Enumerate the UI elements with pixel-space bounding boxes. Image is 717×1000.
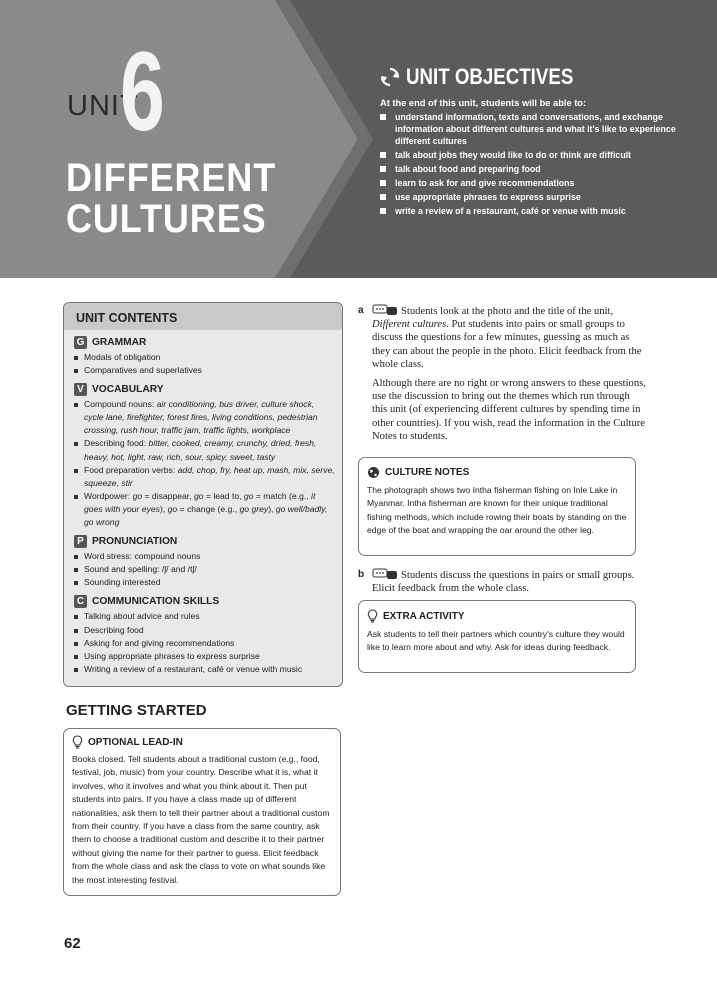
culture-notes-box [358,457,636,556]
page-number: 62 [64,935,81,952]
unit-number: 6 [120,29,165,154]
wp-text: = disappear, [142,490,194,501]
activity-a-italic: Different cultures [372,319,447,331]
communication-item: Asking for and giving recommendations [74,637,336,650]
vocabulary-badge: V [74,383,87,396]
pronunciation-item: Word stress: compound nouns [74,550,336,563]
grammar-list [64,351,342,377]
optional-leadin-box [63,728,341,896]
unit-banner [0,0,717,278]
grammar-title: GRAMMAR [92,337,147,348]
objective-item: talk about jobs they would like to do or think are difficult [380,149,680,161]
vocab-words: air conditioning, bus driver, culture shock, cycle lane, firefighter, forest fires, living conditions, pedestrian crossing, rush hour, traffic jam, traffic lights, workplace [84,399,318,436]
unit-objectives [380,64,680,219]
activity-a-para2: Although there are no right or wrong answers to these questions, use the discussion to bring out the themes which run through this unit (of experiencing different cultures by spending time in other countries). If you wish, read the information in the Culture Notes to students. [372,378,646,442]
activity-a-text1: Students look at the photo and the title of the unit, [401,306,614,317]
communication-item: Using appropriate phrases to express surprise [74,650,336,663]
wp-text: ), [268,503,276,514]
communication-list [64,610,342,675]
unit-title-line2: CULTURES [66,197,267,241]
activity-a-para1 [372,304,646,371]
extra-activity-heading [367,609,627,623]
communication-heading [74,595,342,608]
unit-title [66,158,276,240]
activity-a [358,304,646,449]
pronunciation-heading [74,535,342,548]
vocab-label: Compound nouns: [84,399,157,410]
wp-go: go [243,490,254,501]
objective-item: learn to ask for and give recommendations [380,177,680,189]
objectives-title: UNIT OBJECTIVES [406,64,574,89]
wp-text: = lead to, [203,490,244,501]
wp-go: go [132,490,143,501]
pronunciation-item: Sounding interested [74,576,336,589]
speaking-icon [372,568,398,580]
vocabulary-item [74,398,336,437]
extra-activity-text: Ask students to tell their partners which country's culture they would like to learn more about and why. Ask for ideas during feedback. [367,629,625,653]
objective-item: write a review of a restaurant, café or venue with music [380,205,680,217]
vocabulary-heading [74,383,342,396]
pronunciation-badge: P [74,535,87,548]
wp-example: go grey [239,503,269,514]
activity-b-label: b [358,569,365,580]
unit-label: UNIT [67,90,139,122]
extra-activity-box [358,600,636,673]
vocabulary-item [74,464,336,490]
wp-go: go [193,490,204,501]
activity-a-body [372,304,646,443]
speaking-icon [372,304,398,316]
vocab-label: Food preparation verbs: [84,464,178,475]
communication-item: Writing a review of a restaurant, café or venue with music [74,663,336,676]
lightbulb-icon [72,735,83,749]
cycle-arrows-icon [380,67,400,87]
unit-contents-title: UNIT CONTENTS [64,303,342,330]
unit-title-line1: DIFFERENT [66,156,277,200]
grammar-item: Modals of obligation [74,351,336,364]
activity-a-label: a [358,305,364,316]
grammar-heading [74,336,342,349]
pronunciation-title: PRONUNCIATION [92,536,178,548]
globe-icon [367,466,380,479]
objectives-heading [380,64,680,90]
vocab-words: add, chop, fry, heat up, mash, mix, serve, squeeze, stir [84,464,335,488]
vocab-words: bitter, cooked, creamy, crunchy, dried, fresh, heavy, hot, light, raw, rich, sour, spicy, sweet, tasty [84,438,317,462]
grammar-badge: G [74,336,87,349]
leadin-heading [72,735,332,749]
vocabulary-title: VOCABULARY [92,384,164,396]
lightbulb-icon [367,609,378,623]
pronunciation-list [64,550,342,589]
culture-notes-heading [367,466,627,479]
activity-b-para [372,568,646,595]
vocab-label: Describing food: [84,438,149,449]
culture-notes-text: The photograph shows two Intha fisherman fishing on Inle Lake in Myanmar. Intha fisherman are known for their unique traditional fishing methods, which include rowing their boats by standing on the edge of the boat and wrapping the oar around the other leg. [367,485,627,536]
vocabulary-item [74,437,336,463]
wp-go: go [167,503,178,514]
objectives-intro: At the end of this unit, students will be able to: [380,98,587,108]
getting-started-heading: GETTING STARTED [66,702,207,719]
objectives-list [380,111,680,217]
activity-b-body [372,568,646,595]
activity-b-text: Students discuss the questions in pairs or small groups. Elicit feedback from the whole class. [372,570,635,595]
wp-example: it goes with your eyes [84,490,316,514]
wp-example: go well/badly, go wrong [84,503,328,528]
communication-title: COMMUNICATION SKILLS [92,596,220,608]
activity-b [358,568,646,601]
vocabulary-item [74,490,336,529]
communication-item: Talking about advice and rules [74,610,336,623]
wp-text: ), [159,503,168,514]
objective-item: use appropriate phrases to express surprise [380,191,680,203]
wp-text: = change (e.g., [177,503,240,514]
extra-activity-title: EXTRA ACTIVITY [383,610,465,622]
wp-text: = match (e.g., [253,490,312,501]
wp-text: Wordpower: [84,490,133,501]
communication-badge: C [74,595,87,608]
pronunciation-item: Sound and spelling: /ʃ/ and /tʃ/ [74,563,336,576]
leadin-title: OPTIONAL LEAD-IN [88,736,183,748]
leadin-text: Books closed. Tell students about a traditional custom (e.g., food, festival, job, music) from your country. Describe what it is, what it involves, who it involves and what you think about it. Then put students into pairs. If you have a class made up of different nationalities, ask them to tell their partner about a traditional custom from their country. If you have a class from the same country, ask them to choose a traditional custom and describe it to their partner without giving the name for their partner to guess. Elicit feedback from the whole class and ask the class to vote on what sounds like the most interesting festival. [72,754,330,885]
communication-item: Describing food [74,624,336,637]
activity-a-text2: . Put students into pairs or small groups to discuss the questions for a few minutes, guessing as much as they can about the people in the photo. Elicit feedback from the whole class. [372,319,642,370]
vocabulary-list [64,398,342,529]
grammar-item: Comparatives and superlatives [74,364,336,377]
objective-item: talk about food and preparing food [380,163,680,175]
unit-contents-box [63,302,343,687]
culture-notes-title: CULTURE NOTES [385,467,470,478]
objective-item: understand information, texts and conversations, and exchange information about different cultures and what it's like to experience different cultures [380,111,680,147]
